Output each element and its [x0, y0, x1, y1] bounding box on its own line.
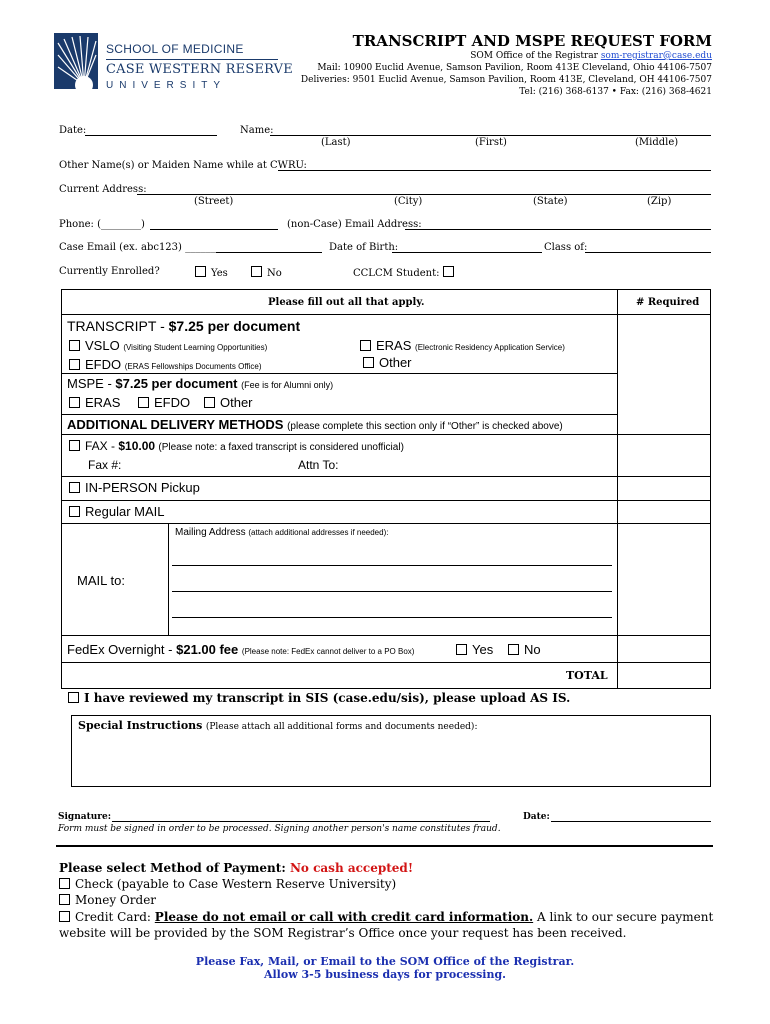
- mailing-address-label: Mailing Address (attach additional addresses if needed):: [175, 527, 389, 538]
- state-caption: (State): [533, 196, 568, 207]
- signature-field[interactable]: [112, 821, 490, 822]
- in-person-option[interactable]: IN-PERSON Pickup: [69, 480, 200, 495]
- checkbox[interactable]: [69, 482, 80, 493]
- mail-address-line-2[interactable]: [172, 591, 612, 592]
- fedex-label: FedEx Overnight - $21.00 fee (Please note: FedEx cannot deliver to a PO Box): [67, 642, 415, 657]
- check-option[interactable]: Check (payable to Case Western Reserve University): [59, 877, 396, 891]
- checkbox[interactable]: [59, 894, 70, 905]
- checkbox[interactable]: [69, 397, 80, 408]
- logo-line1: SCHOOL OF MEDICINE: [106, 42, 244, 56]
- vslo-option[interactable]: VSLO (Visiting Student Learning Opportunities): [69, 338, 267, 353]
- signature-date-label: Date:: [523, 812, 550, 822]
- footer-line2: Allow 3-5 business days for processing.: [263, 968, 507, 981]
- phone-label: Phone: (________): [59, 219, 145, 230]
- table-header: Please fill out all that apply.: [268, 297, 425, 308]
- transcript-heading: TRANSCRIPT - $7.25 per document: [67, 318, 301, 334]
- registrar-email-link[interactable]: som-registrar@case.edu: [600, 51, 712, 61]
- non-case-email-label: (non-Case) Email Address:: [287, 219, 422, 230]
- phone-fax: Tel: (216) 368-6137 • Fax: (216) 368-4621: [519, 87, 712, 97]
- class-of-label: Class of:: [544, 242, 588, 253]
- non-case-email-field[interactable]: [405, 229, 711, 230]
- checkbox[interactable]: [59, 911, 70, 922]
- credit-card-note: website will be provided by the SOM Registrar’s Office once your request has been received.: [59, 926, 627, 940]
- office-line: SOM Office of the Registrar som-registrar@case.edu: [470, 51, 712, 61]
- mspe-eras-option[interactable]: ERAS: [69, 395, 120, 410]
- case-email-label: Case Email (ex. abc123) _______: [59, 242, 221, 253]
- efdo-option[interactable]: EFDO (ERAS Fellowships Documents Office): [69, 357, 262, 372]
- checkbox[interactable]: [69, 340, 80, 351]
- mspe-other-option[interactable]: Other: [204, 395, 253, 410]
- dob-label: Date of Birth:: [329, 242, 399, 253]
- checkbox[interactable]: [69, 440, 80, 451]
- additional-heading: ADDITIONAL DELIVERY METHODS (please complete this section only if “Other” is checked above): [67, 417, 563, 432]
- enrolled-label: Currently Enrolled?: [59, 266, 160, 277]
- review-checkbox[interactable]: I have reviewed my transcript in SIS (case.edu/sis), please upload AS IS.: [68, 691, 570, 705]
- mail-to-label: MAIL to:: [77, 573, 125, 588]
- payment-heading: Please select Method of Payment: No cash accepted!: [59, 861, 414, 875]
- first-caption: (First): [475, 137, 507, 148]
- mail-address: Mail: 10900 Euclid Avenue, Samson Pavilion, Room 413E Cleveland, Ohio 44106-7507: [317, 63, 712, 73]
- checkbox[interactable]: [456, 644, 467, 655]
- attn-label: Attn To:: [298, 458, 339, 472]
- fax-number-label: Fax #:: [88, 458, 122, 472]
- fedex-no[interactable]: No: [508, 642, 541, 657]
- special-instructions-label: Special Instructions (Please attach all additional forms and documents needed):: [78, 719, 478, 732]
- cclcm-label[interactable]: CCLCM Student:: [353, 266, 459, 279]
- mail-address-line-3[interactable]: [172, 617, 612, 618]
- checkbox[interactable]: [204, 397, 215, 408]
- other-names-label: Other Name(s) or Maiden Name while at CWRU:: [59, 160, 307, 171]
- zip-caption: (Zip): [647, 196, 672, 207]
- case-email-field[interactable]: [216, 252, 322, 253]
- enrolled-yes[interactable]: Yes: [195, 266, 228, 279]
- address-label: Current Address:: [59, 184, 147, 195]
- eras-option[interactable]: ERAS (Electronic Residency Application Service): [360, 338, 565, 353]
- fedex-yes[interactable]: Yes: [456, 642, 493, 657]
- checkbox[interactable]: [69, 359, 80, 370]
- checkbox[interactable]: [69, 506, 80, 517]
- sunburst-logo-icon: [54, 33, 98, 89]
- checkbox[interactable]: [59, 878, 70, 889]
- delivery-address: Deliveries: 9501 Euclid Avenue, Samson Pavilion, Room 413E, Cleveland, OH 44106-7507: [300, 75, 712, 85]
- checkbox[interactable]: [138, 397, 149, 408]
- checkbox[interactable]: [443, 266, 454, 277]
- credit-card-option[interactable]: Credit Card: Please do not email or call with credit card information. A link to our secure payment: [59, 910, 713, 924]
- middle-caption: (Middle): [635, 137, 679, 148]
- name-field[interactable]: [270, 135, 711, 136]
- mspe-heading: MSPE - $7.25 per document (Fee is for Alumni only): [67, 376, 334, 391]
- mail-address-line-1[interactable]: [172, 565, 612, 566]
- total-label: TOTAL: [566, 669, 608, 682]
- divider: [56, 845, 713, 847]
- address-field[interactable]: [137, 194, 711, 195]
- mspe-efdo-option[interactable]: EFDO: [138, 395, 190, 410]
- other-names-field[interactable]: [278, 170, 711, 171]
- logo-line3: UNIVERSITY: [106, 80, 227, 91]
- signature-note: Form must be signed in order to be processed. Signing another person's name constitutes fraud.: [58, 824, 501, 834]
- checkbox[interactable]: [68, 692, 79, 703]
- logo-line2: CASE WESTERN RESERVE: [106, 62, 293, 77]
- fax-option[interactable]: FAX - $10.00 (Please note: a faxed transcript is considered unofficial): [69, 439, 404, 453]
- money-order-option[interactable]: Money Order: [59, 893, 156, 907]
- no-cash-warning: No cash accepted!: [289, 861, 414, 875]
- regular-mail-option[interactable]: Regular MAIL: [69, 504, 164, 519]
- checkbox[interactable]: [251, 266, 262, 277]
- last-caption: (Last): [321, 137, 351, 148]
- form-title: TRANSCRIPT AND MSPE REQUEST FORM: [352, 32, 712, 50]
- dob-field[interactable]: [392, 252, 542, 253]
- date-field[interactable]: [85, 135, 217, 136]
- class-of-field[interactable]: [585, 252, 711, 253]
- checkbox[interactable]: [508, 644, 519, 655]
- required-header: # Required: [636, 297, 700, 308]
- checkbox[interactable]: [363, 357, 374, 368]
- name-label: Name:: [240, 125, 274, 136]
- date-label: Date:: [59, 125, 87, 136]
- enrolled-no[interactable]: No: [251, 266, 282, 279]
- signature-label: Signature:: [58, 812, 112, 822]
- footer-line1: Please Fax, Mail, or Email to the SOM Office of the Registrar.: [195, 955, 575, 968]
- checkbox[interactable]: [360, 340, 371, 351]
- checkbox[interactable]: [195, 266, 206, 277]
- street-caption: (Street): [194, 196, 234, 207]
- other-option[interactable]: Other: [363, 355, 412, 370]
- city-caption: (City): [394, 196, 423, 207]
- signature-date-field[interactable]: [551, 821, 711, 822]
- phone-field[interactable]: [150, 229, 278, 230]
